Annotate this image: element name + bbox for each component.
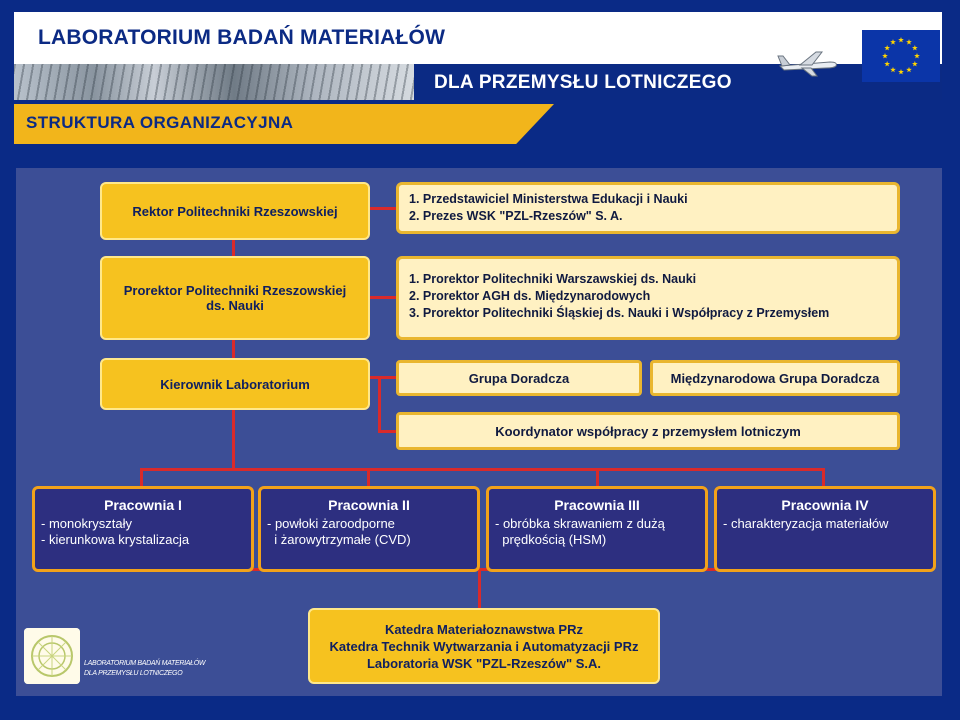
org-chart: [16, 168, 942, 696]
grupa-doradcza-box: [396, 360, 642, 396]
pracownia-1-title: Pracownia I: [104, 497, 182, 513]
katedra-line: Katedra Technik Wytwarzania i Automatyzacji PRz: [329, 638, 639, 654]
page-subtitle: DLA PRZEMYSŁU LOTNICZEGO: [434, 72, 732, 93]
rektor-member: 2. Prezes WSK "PZL-Rzeszów" S. A.: [409, 209, 623, 223]
connector-pracownia-2: [367, 468, 370, 488]
katedry-box: [308, 608, 660, 684]
turbine-image: [14, 64, 414, 100]
connector-pracownia-3: [596, 468, 599, 488]
rektor-members-box: [396, 182, 900, 234]
prorektor-member: 2. Prorektor AGH ds. Międzynarodowych: [409, 289, 651, 303]
rektor-box: [100, 182, 370, 240]
section-title: STRUKTURA ORGANIZACYJNA: [26, 113, 294, 132]
eu-flag-icon: [862, 30, 940, 82]
prorektor-label-line1: Prorektor Politechniki Rzeszowskiej: [123, 283, 347, 298]
connector-katedry-v: [478, 568, 481, 608]
prorektor-members-box: [396, 256, 900, 340]
connector-prorektor-members: [369, 296, 398, 299]
logo-caption-line1: LABORATORIUM BADAŃ MATERIAŁÓW: [84, 660, 206, 667]
pracownia-4-line: - charakteryzacja materiałów: [723, 516, 889, 531]
katedra-line: Katedra Materiałoznawstwa PRz: [385, 621, 583, 637]
koordynator-label: Koordynator współpracy z przemysłem lotniczym: [495, 423, 801, 439]
connector-kierownik-koordynator-v: [378, 376, 381, 432]
logo-caption: [84, 659, 205, 679]
pracownia-4-box: [714, 486, 936, 572]
connector-pracownia-1: [140, 468, 143, 488]
pracownia-3-line: prędkością (HSM): [495, 532, 607, 547]
kierownik-box: [100, 358, 370, 410]
prorektor-member: 1. Prorektor Politechniki Warszawskiej ds. Nauki: [409, 272, 697, 286]
prorektor-members-list: [409, 271, 887, 322]
header-banner: [14, 12, 942, 100]
rektor-member: 1. Przedstawiciel Ministerstwa Edukacji i Nauki: [409, 192, 688, 206]
miedzynarodowa-grupa-box: [650, 360, 900, 396]
pracownia-3-title: Pracownia III: [554, 497, 640, 513]
prorektor-label-line2: ds. Nauki: [206, 298, 264, 313]
pracownia-1-line: - monokryształy: [41, 516, 133, 531]
page-title: LABORATORIUM BADAŃ MATERIAŁÓW: [38, 26, 446, 49]
pracownia-2-box: [258, 486, 480, 572]
prorektor-box: [100, 256, 370, 340]
kierownik-label: Kierownik Laboratorium: [160, 376, 310, 392]
airplane-icon: [776, 48, 840, 80]
laboratory-logo: [24, 628, 80, 684]
miedzynarodowa-grupa-label: Międzynarodowa Grupa Doradcza: [670, 370, 880, 386]
connector-pracownie-bus: [140, 468, 825, 471]
prorektor-member: 3. Prorektor Politechniki Śląskiej ds. Nauki i Współpracy z Przemysłem: [409, 306, 830, 320]
connector-pracownia-4: [822, 468, 825, 488]
logo-caption-line2: DLA PRZEMYSŁU LOTNICZEGO: [84, 670, 183, 677]
pracownia-1-line: - kierunkowa krystalizacja: [41, 532, 190, 547]
pracownia-4-title: Pracownia IV: [781, 497, 869, 513]
pracownia-2-line: - powłoki żaroodporne: [267, 516, 395, 531]
connector-kierownik-grupa: [369, 376, 398, 379]
pracownia-2-line: i żarowytrzymałe (CVD): [267, 532, 411, 547]
rektor-members-list: [409, 191, 887, 225]
connector-rektor-members: [369, 207, 398, 210]
pracownia-3-line: - obróbka skrawaniem z dużą: [495, 516, 665, 531]
katedra-line: Laboratoria WSK "PZL-Rzeszów" S.A.: [366, 655, 602, 671]
grupa-doradcza-label: Grupa Doradcza: [468, 370, 570, 386]
pracownia-1-box: [32, 486, 254, 572]
koordynator-box: [396, 412, 900, 450]
rektor-label: Rektor Politechniki Rzeszowskiej: [132, 203, 338, 219]
pracownia-2-title: Pracownia II: [328, 497, 410, 513]
connector-kierownik-koordynator-h: [378, 430, 398, 433]
pracownia-3-box: [486, 486, 708, 572]
